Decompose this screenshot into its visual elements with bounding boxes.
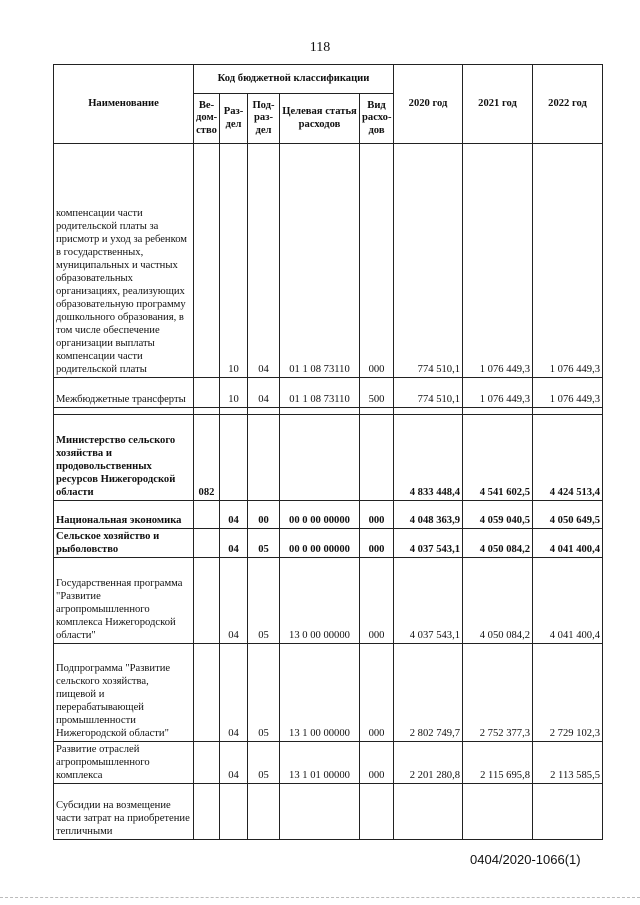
table-row xyxy=(54,742,603,784)
row-2022: 1 076 449,3 xyxy=(533,378,603,408)
row-ved: 082 xyxy=(194,415,220,501)
table-header xyxy=(54,65,603,144)
document-code: 0404/2020-1066(1) xyxy=(470,852,581,867)
row-2022: 1 076 449,3 xyxy=(533,144,603,378)
row-name: компенсации части родительской платы за присмотр и уход за ребенком в государственных, муниципальных и частных образовательных организациях, реализующих образовательную программу дошкольного образования, в том числе обеспечение организации выплаты компенсации части родительской платы xyxy=(54,144,194,378)
row-podrazdel xyxy=(248,784,280,840)
header-target: Целевая статья расходов xyxy=(280,94,360,144)
budget-table xyxy=(53,64,603,840)
row-2021: 1 076 449,3 xyxy=(463,144,533,378)
row-vid: 000 xyxy=(360,144,394,378)
table-row xyxy=(54,784,603,840)
row-podrazdel: 05 xyxy=(248,644,280,742)
row-2020 xyxy=(394,784,463,840)
row-2021 xyxy=(463,784,533,840)
row-ved xyxy=(194,558,220,644)
page-number: 118 xyxy=(309,40,331,55)
header-2022: 2022 год xyxy=(533,65,603,144)
header-razdel: Раз-дел xyxy=(220,94,248,144)
row-razdel: 10 xyxy=(220,378,248,408)
row-razdel: 04 xyxy=(220,529,248,558)
row-vid: 000 xyxy=(360,742,394,784)
row-razdel: 04 xyxy=(220,558,248,644)
row-podrazdel: 04 xyxy=(248,144,280,378)
row-ved xyxy=(194,742,220,784)
header-name: Наименование xyxy=(54,65,194,144)
row-razdel: 04 xyxy=(220,644,248,742)
row-2022: 4 050 649,5 xyxy=(533,501,603,529)
row-2021: 4 050 084,2 xyxy=(463,558,533,644)
row-target xyxy=(280,784,360,840)
row-podrazdel: 04 xyxy=(248,378,280,408)
row-2021: 4 541 602,5 xyxy=(463,415,533,501)
row-podrazdel xyxy=(248,415,280,501)
row-vid: 000 xyxy=(360,558,394,644)
row-target xyxy=(280,415,360,501)
row-name: Государственная программа "Развитие агропромышленного комплекса Нижегородской области" xyxy=(54,558,194,644)
row-podrazdel: 05 xyxy=(248,742,280,784)
row-2020: 774 510,1 xyxy=(394,378,463,408)
row-ved xyxy=(194,784,220,840)
spacer-row xyxy=(54,408,603,415)
row-vid: 000 xyxy=(360,529,394,558)
table-row xyxy=(54,529,603,558)
row-target: 00 0 00 00000 xyxy=(280,529,360,558)
row-vid: 000 xyxy=(360,501,394,529)
row-name: Национальная экономика xyxy=(54,501,194,529)
row-2020: 2 201 280,8 xyxy=(394,742,463,784)
row-razdel xyxy=(220,784,248,840)
row-razdel: 04 xyxy=(220,501,248,529)
row-2020: 4 048 363,9 xyxy=(394,501,463,529)
header-2021: 2021 год xyxy=(463,65,533,144)
row-2020: 4 037 543,1 xyxy=(394,558,463,644)
table-row xyxy=(54,558,603,644)
row-name: Министерство сельского хозяйства и продовольственных ресурсов Нижегородской области xyxy=(54,415,194,501)
row-podrazdel: 05 xyxy=(248,558,280,644)
row-razdel xyxy=(220,415,248,501)
header-2020: 2020 год xyxy=(394,65,463,144)
row-target: 00 0 00 00000 xyxy=(280,501,360,529)
row-2021: 2 752 377,3 xyxy=(463,644,533,742)
row-2021: 4 059 040,5 xyxy=(463,501,533,529)
row-2020: 4 037 543,1 xyxy=(394,529,463,558)
header-code-group: Код бюджетной классификации xyxy=(194,65,394,94)
row-name: Субсидии на возмещение части затрат на приобретение тепличными xyxy=(54,784,194,840)
row-name: Сельское хозяйство и рыболовство xyxy=(54,529,194,558)
row-razdel: 10 xyxy=(220,144,248,378)
row-name: Развитие отраслей агропромышленного комплекса xyxy=(54,742,194,784)
row-razdel: 04 xyxy=(220,742,248,784)
row-vid xyxy=(360,415,394,501)
table-row xyxy=(54,415,603,501)
bottom-divider xyxy=(0,897,640,898)
row-2020: 4 833 448,4 xyxy=(394,415,463,501)
row-2022: 2 729 102,3 xyxy=(533,644,603,742)
table-body xyxy=(54,144,603,840)
row-2020: 2 802 749,7 xyxy=(394,644,463,742)
row-podrazdel: 05 xyxy=(248,529,280,558)
row-2022: 2 113 585,5 xyxy=(533,742,603,784)
row-target: 01 1 08 73110 xyxy=(280,378,360,408)
row-ved xyxy=(194,644,220,742)
row-podrazdel: 00 xyxy=(248,501,280,529)
row-target: 13 1 00 00000 xyxy=(280,644,360,742)
header-vedomstvo: Ве-дом-ство xyxy=(194,94,220,144)
row-2020: 774 510,1 xyxy=(394,144,463,378)
row-2021: 2 115 695,8 xyxy=(463,742,533,784)
table-row xyxy=(54,501,603,529)
row-vid: 000 xyxy=(360,644,394,742)
row-2021: 1 076 449,3 xyxy=(463,378,533,408)
row-vid: 500 xyxy=(360,378,394,408)
row-target: 13 1 01 00000 xyxy=(280,742,360,784)
row-ved xyxy=(194,501,220,529)
table-row xyxy=(54,644,603,742)
row-target: 01 1 08 73110 xyxy=(280,144,360,378)
row-ved xyxy=(194,144,220,378)
table-row xyxy=(54,144,603,378)
row-name: Межбюджетные трансферты xyxy=(54,378,194,408)
row-2022: 4 041 400,4 xyxy=(533,529,603,558)
row-2022: 4 041 400,4 xyxy=(533,558,603,644)
row-name: Подпрограмма "Развитие сельского хозяйства, пищевой и перерабатывающей промышленности Нижегородской области" xyxy=(54,644,194,742)
row-2022 xyxy=(533,784,603,840)
row-ved xyxy=(194,529,220,558)
header-vid: Вид расхо-дов xyxy=(360,94,394,144)
row-2021: 4 050 084,2 xyxy=(463,529,533,558)
row-vid xyxy=(360,784,394,840)
table-row xyxy=(54,378,603,408)
row-2022: 4 424 513,4 xyxy=(533,415,603,501)
header-podrazdel: Под-раз-дел xyxy=(248,94,280,144)
row-ved xyxy=(194,378,220,408)
row-target: 13 0 00 00000 xyxy=(280,558,360,644)
